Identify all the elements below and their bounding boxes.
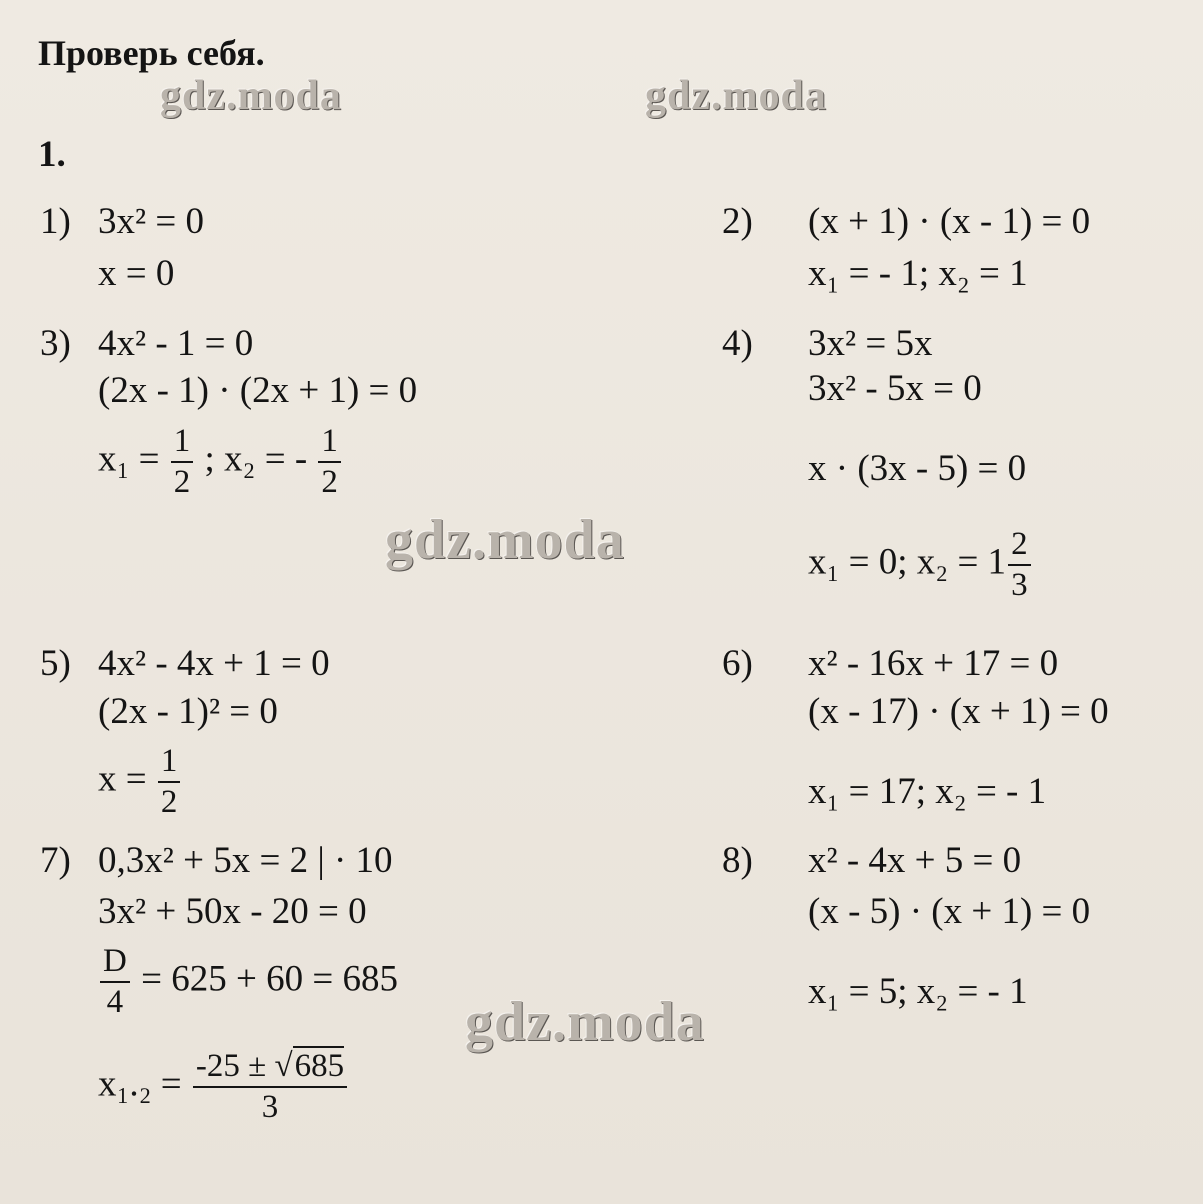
equation-line: 3x² - 5x = 0	[808, 368, 982, 409]
equation-line: x² - 4x + 5 = 0	[808, 840, 1022, 881]
problem-label-4: 4)	[722, 323, 753, 364]
equation-line: (2x - 1)² = 0	[98, 691, 278, 732]
problem-label-7: 7)	[40, 840, 71, 881]
solution-line: x₁ = 0; x₂ = 1 $\frac{2}{3}$	[808, 528, 1033, 602]
solution-line: x₁ = - 1; x₂ = 1	[808, 253, 1028, 294]
page-title: Проверь себя.	[38, 33, 265, 73]
equation-line: x² - 16x + 17 = 0	[808, 643, 1059, 684]
fraction: $\frac{D}{4}$	[100, 945, 130, 1019]
watermark: gdz.moda	[160, 73, 342, 119]
solution-line: x₁ = $\frac{1}{2}$ ; x₂ = - $\frac{1}{2}$	[98, 425, 343, 499]
equation-line: (x + 1) · (x - 1) = 0	[808, 201, 1091, 242]
problem-label-8: 8)	[722, 840, 753, 881]
solution-line: x₁ = 17; x₂ = - 1	[808, 771, 1047, 812]
watermark: gdz.moda	[465, 991, 705, 1053]
exercise-number: 1.	[38, 134, 66, 175]
problem-label-2: 2)	[722, 201, 753, 242]
problem-label-1: 1)	[40, 201, 71, 242]
equation-line: $\frac{D}{4}$ = 625 + 60 = 685	[98, 945, 398, 1019]
fraction: $\frac{2}{3}$	[1008, 528, 1031, 602]
watermark: gdz.moda	[385, 509, 625, 571]
equation-line: 3x² = 0	[98, 201, 204, 242]
problem-label-5: 5)	[40, 643, 71, 684]
equation-line: (x - 5) · (x + 1) = 0	[808, 891, 1091, 932]
equation-line: 4x² - 1 = 0	[98, 323, 254, 364]
fraction: $\frac{1}{2}$	[158, 745, 181, 819]
radicand: 685	[294, 1048, 345, 1084]
fraction: $\frac{1}{2}$	[171, 425, 194, 499]
equation-line: (x - 17) · (x + 1) = 0	[808, 691, 1109, 732]
equation-line: (2x - 1) · (2x + 1) = 0	[98, 370, 418, 411]
solution-line: x₁ = 5; x₂ = - 1	[808, 971, 1028, 1012]
fraction: $\frac{1}{2}$	[318, 425, 341, 499]
solution-line: x₁.₂ = $\frac{-25 \pm √685}{3}$	[98, 1050, 349, 1124]
solution-line: x = 0	[98, 253, 175, 294]
watermark: gdz.moda	[645, 73, 827, 119]
problem-label-3: 3)	[40, 323, 71, 364]
equation-line: 4x² - 4x + 1 = 0	[98, 643, 330, 684]
solution-line: x = $\frac{1}{2}$	[98, 745, 182, 819]
equation-line: x · (3x - 5) = 0	[808, 448, 1027, 489]
equation-line: 0,3x² + 5x = 2 | · 10	[98, 840, 393, 881]
equation-line: 3x² = 5x	[808, 323, 933, 364]
problem-label-6: 6)	[722, 643, 753, 684]
fraction: $\frac{-25 \pm √685}{3}$	[193, 1050, 347, 1124]
equation-line: 3x² + 50x - 20 = 0	[98, 891, 367, 932]
